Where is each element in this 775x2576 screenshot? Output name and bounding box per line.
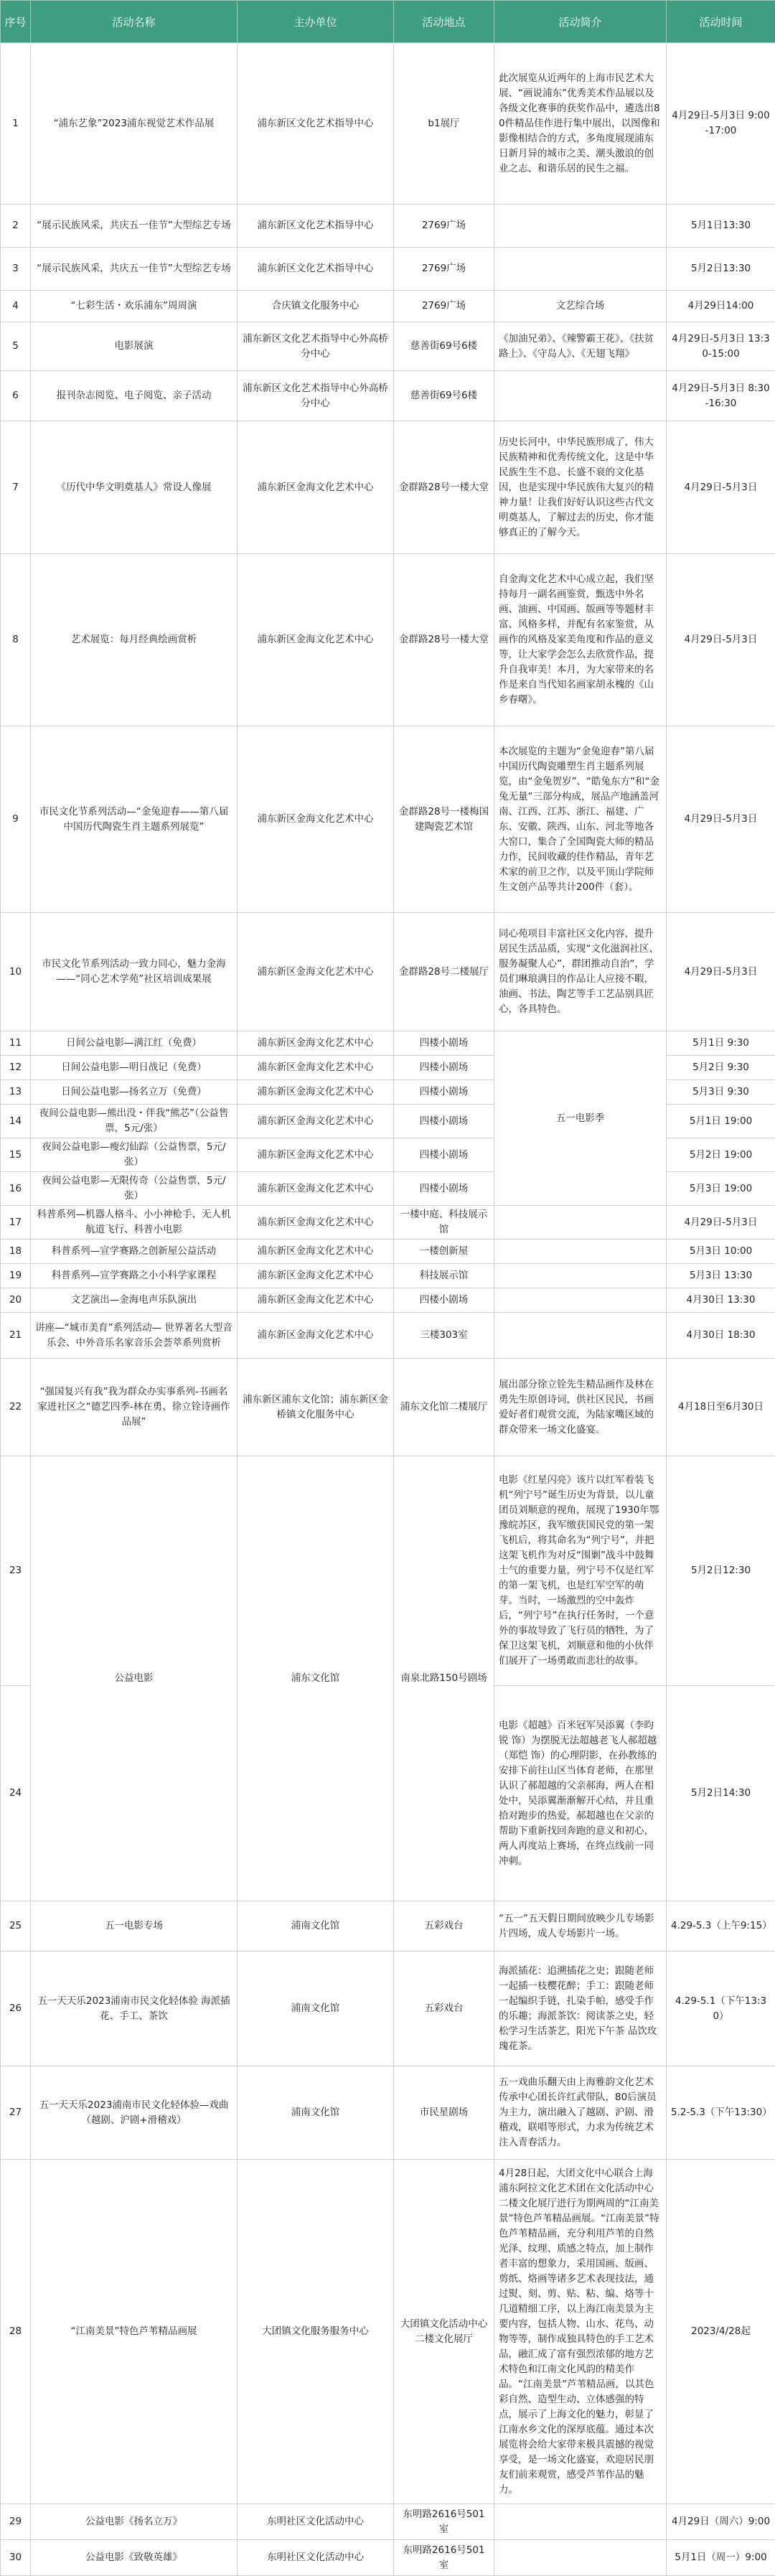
venue: 科技展示馆: [394, 1264, 494, 1288]
activity-intro: 同心苑项目丰富社区文化内容，提升居民生活品质，实现“文化滋润社区、服务凝聚人心”，群团推动自治“，学员们琳琅满目的作品让人应接不暇，油画、书法、陶艺等手工艺品别具匠心，各具特色。: [494, 913, 667, 1031]
activity-intro: [494, 248, 667, 291]
activity-time: 5月3日 9:30: [667, 1080, 775, 1105]
activity-name: 五一电影专场: [31, 1901, 238, 1952]
activity-time: 4月29日14:00: [667, 291, 775, 322]
activity-time: 4月30日 18:30: [667, 1313, 775, 1359]
activity-name: “七彩生活・欢乐浦东”周周演: [31, 291, 238, 322]
table-row: [1, 1359, 775, 1456]
row-no: 8: [1, 554, 31, 726]
row-no: 26: [1, 1952, 31, 2066]
activity-name: 科普系列—机器人格斗、小小神枪手、无人机航道飞行、科普小电影: [31, 1206, 238, 1240]
activity-intro: 4月28日起，大团文化中心联合上海浦东阿拉文化艺术团在文化活动中心二楼文化展厅进行为期两周的“江南美景”特色芦苇精品画展。“江南美景”特色芦苇精品画，充分利用芦苇的自然光泽、纹理、质感之特点，加上制作者丰富的想象力，采用国画、版画、剪纸、烙画等诸多艺术表现技法，通过熨、刻、剪、贴、粘、编、烙等十几道精细工序，以上海江南美景为主要内容，包括人物、山水、花鸟、动物等等，制作成独具特色的手工艺术品，融汇成了富有强烈浓郁的地方艺术特色和江南文化风韵的精美作品。“江南美景”芦苇精品画，以其色彩自然、造型生动、立体感强的特点，展示了上海文化的魅力，彰显了江南水乡文化的深厚底蕴。通过本次展览将会给大家带来极具震撼的视觉享受，是一场文化盛宴，欢迎居民朋友们前来观赏，感受芦苇作品的魅力。: [494, 2160, 667, 2504]
activity-name: 日间公益电影—扬名立万（免费）: [31, 1080, 238, 1105]
activity-time: 4月29日（周六）9:00: [667, 2504, 775, 2540]
activity-intro: 五一电影季: [494, 1031, 667, 1206]
venue: 三楼303室: [394, 1313, 494, 1359]
activity-name: “江南美景”特色芦苇精品画展: [31, 2160, 238, 2504]
activity-intro: 电影《超越》百米冠军吴添翼（李昀锐 饰）为摆脱无法超越老飞人郝超越（郑恺 饰）的心理阴影，在孙教练的安排下前往山区当体育老师，在那里认识了郝超越的父亲郝海，两人在相处中，吴添翼渐渐解开心结，并且重拾对跑步的热爱，郝超越也在父亲的帮助下重新找回奔跑的意义和初心，两人再度站上赛场，在终点线前一同冲刺。: [494, 1686, 667, 1901]
host-unit: 浦东新区金海文化艺术中心: [238, 1172, 394, 1206]
activity-time: 4月29日-5月3日: [667, 554, 775, 726]
activity-intro: 海派插花：追溯插花之史；跟随老师一起插一枝樱花醉；手工：跟随老师一起编织手链，扎染手帕，感受手作的乐趣；海派茶饮：阅读茶之史，轻松学习生活茶艺，阳光下午茶 品饮玫瑰花茶。: [494, 1952, 667, 2066]
activity-time: 4月29日-5月3日: [667, 1206, 775, 1240]
activity-intro: [494, 2540, 667, 2576]
activity-name: 报刊杂志阅览、电子阅览、亲子活动: [31, 371, 238, 421]
row-no: 14: [1, 1105, 31, 1138]
activity-intro: 自金海文化艺术中心成立起，我们坚持每月一副名画鉴赏，甄选中外名画、油画、中国画、版画等等题材丰富、风格多样，并配有名家鉴赏，从画作的风格及家美角度和作品的意义等，让大家学会怎么去欣赏作品，提升自我审美！本月，为大家带来的名作是来自当代知名画家胡永槐的《山乡春曙》。: [494, 554, 667, 726]
host-unit: 浦东新区文化艺术指导中心: [238, 43, 394, 205]
activity-name: 公益电影: [31, 1456, 238, 1901]
table-row: [1, 1901, 775, 1952]
host-unit: 浦南文化馆: [238, 1901, 394, 1952]
table-row: [1, 1240, 775, 1264]
activity-name: “强国复兴有我”我为群众办实事系列-书画名家进社区之“德艺四季-林在勇、徐立铨诗画作品展”: [31, 1359, 238, 1456]
venue: 一楼创新屋: [394, 1240, 494, 1264]
activity-time: 4.29-5.3（上午9:15）: [667, 1901, 775, 1952]
activity-time: 5月1日 9:30: [667, 1031, 775, 1056]
header-intro: 活动简介: [494, 1, 667, 43]
activity-intro: [494, 1240, 667, 1264]
activity-name: 夜间公益电影—无限传奇（公益售票，5元/张）: [31, 1172, 238, 1206]
activity-name: 艺术展览：每月经典绘画赏析: [31, 554, 238, 726]
host-unit: 浦东新区金海文化艺术中心: [238, 1240, 394, 1264]
host-unit: 浦东新区金海文化艺术中心: [238, 1080, 394, 1105]
table-row: [1, 1031, 775, 1056]
venue: 金群路28号一楼梅国建陶瓷艺术馆: [394, 726, 494, 913]
row-no: 17: [1, 1206, 31, 1240]
row-no: 2: [1, 205, 31, 248]
row-no: 10: [1, 913, 31, 1031]
host-unit: 浦东新区金海文化艺术中心: [238, 1056, 394, 1080]
venue: 2769广场: [394, 248, 494, 291]
activity-time: 5.2-5.3（下午13:30）: [667, 2066, 775, 2160]
activity-name: 日间公益电影—满江红（免费）: [31, 1031, 238, 1056]
activity-name: 市民文化节系列活动—“金兔迎春——第八届中国历代陶瓷生肖主题系列展览”: [31, 726, 238, 913]
activity-name: 公益电影《致敬英雄》: [31, 2540, 238, 2576]
activity-time: 5月2日 9:30: [667, 1056, 775, 1080]
table-row: [1, 554, 775, 726]
venue: 四楼小剧场: [394, 1056, 494, 1080]
row-no: 22: [1, 1359, 31, 1456]
row-no: 1: [1, 43, 31, 205]
row-no: 9: [1, 726, 31, 913]
table-row: [1, 1288, 775, 1313]
host-unit: 浦东新区金海文化艺术中心: [238, 1264, 394, 1288]
row-no: 20: [1, 1288, 31, 1313]
venue: 四楼小剧场: [394, 1138, 494, 1172]
host-unit: 浦东新区金海文化艺术中心: [238, 554, 394, 726]
table-row: [1, 43, 775, 205]
host-unit: 合庆镇文化服务中心: [238, 291, 394, 322]
venue: 四楼小剧场: [394, 1031, 494, 1056]
activity-name: 文艺演出—金海电声乐队演出: [31, 1288, 238, 1313]
row-no: 18: [1, 1240, 31, 1264]
venue: 五彩戏台: [394, 1952, 494, 2066]
activity-time: 5月3日 13:30: [667, 1264, 775, 1288]
row-no: 27: [1, 2066, 31, 2160]
activity-time: 5月1日 19:00: [667, 1105, 775, 1138]
activity-intro: [494, 1264, 667, 1288]
activity-name: 公益电影《扬名立万》: [31, 2504, 238, 2540]
host-unit: 大团镇文化服务服务中心: [238, 2160, 394, 2504]
venue: 慈善街69号6楼: [394, 371, 494, 421]
row-no: 4: [1, 291, 31, 322]
activity-time: 4月29日-5月3日 9:00-17:00: [667, 43, 775, 205]
row-no: 11: [1, 1031, 31, 1056]
table-row: [1, 2160, 775, 2504]
activity-name: “浦东艺象”2023浦东视觉艺术作品展: [31, 43, 238, 205]
venue: 浦东文化馆二楼展厅: [394, 1359, 494, 1456]
activity-intro: [494, 371, 667, 421]
activity-time: 2023/4/28起: [667, 2160, 775, 2504]
host-unit: 浦东新区金海文化艺术中心: [238, 913, 394, 1031]
activity-name: 五一天天乐2023浦南市民文化轻体验 海派插花、手工、茶饮: [31, 1952, 238, 2066]
activity-intro: 展出部分徐立铨先生精品画作及林在勇先生原创诗词，供社区民民，书画爱好者们观赏交流，为陆家嘴区域的群众带来一场文化盛宴。: [494, 1359, 667, 1456]
host-unit: 浦东新区文化艺术指导中心外高桥分中心: [238, 371, 394, 421]
activity-time: 5月2日 19:00: [667, 1138, 775, 1172]
activity-intro: [494, 1206, 667, 1240]
activity-name: “展示民族风采，共庆五一佳节”大型综艺专场: [31, 205, 238, 248]
table-row: [1, 205, 775, 248]
activity-name: 五一天天乐2023浦南市民文化轻体验—戏曲（越剧、沪剧+滑稽戏）: [31, 2066, 238, 2160]
activity-time: 4月29日-5月3日: [667, 913, 775, 1031]
row-no: 28: [1, 2160, 31, 2504]
activity-intro: [494, 1313, 667, 1359]
venue: 四楼小剧场: [394, 1105, 494, 1138]
row-no: 23: [1, 1456, 31, 1686]
activity-name: 日间公益电影—明日战记（免费）: [31, 1056, 238, 1080]
table-row: [1, 2540, 775, 2576]
activity-time: 5月2日14:30: [667, 1686, 775, 1901]
venue: 2769广场: [394, 205, 494, 248]
table-row: [1, 2066, 775, 2160]
venue: 慈善街69号6楼: [394, 322, 494, 371]
venue: 2769广场: [394, 291, 494, 322]
activity-time: 5月3日 19:00: [667, 1172, 775, 1206]
activity-time: 5月2日12:30: [667, 1456, 775, 1686]
table-row: [1, 2504, 775, 2540]
activity-intro: 五一戏曲乐翻天由上海雅韵文化艺术传承中心团长许红武带队，80后演员为主力，演出融入了越剧、沪剧、滑稽戏，联唱等形式，力求为传统艺术注入青春活力。: [494, 2066, 667, 2160]
activity-intro: [494, 1288, 667, 1313]
venue: 南泉北路150号剧场: [394, 1456, 494, 1901]
header-name: 活动名称: [31, 1, 238, 43]
header-time: 活动时间: [667, 1, 775, 43]
host-unit: 浦南文化馆: [238, 1952, 394, 2066]
row-no: 21: [1, 1313, 31, 1359]
activity-time: 5月2日13:30: [667, 248, 775, 291]
host-unit: 浦东新区浦东文化馆；浦东新区金桥镇文化服务中心: [238, 1359, 394, 1456]
venue: 四楼小剧场: [394, 1172, 494, 1206]
venue: 四楼小剧场: [394, 1080, 494, 1105]
table-row: [1, 1952, 775, 2066]
venue: 市民星剧场: [394, 2066, 494, 2160]
activity-intro: “五一”五天假日期间放映少儿专场影片四场，成人专场影片一场。: [494, 1901, 667, 1952]
activity-name: “展示民族风采，共庆五一佳节”大型综艺专场: [31, 248, 238, 291]
activity-time: 5月1日13:30: [667, 205, 775, 248]
activity-intro: 《加油兄弟》、《辣警霸王花》、《扶贫路上》、《守岛人》、《无翅飞翔》: [494, 322, 667, 371]
header-row: [1, 1, 775, 43]
activity-time: 4月29日-5月3日 8:30-16:30: [667, 371, 775, 421]
row-no: 19: [1, 1264, 31, 1288]
row-no: 15: [1, 1138, 31, 1172]
host-unit: 东明社区文化活动中心: [238, 2540, 394, 2576]
row-no: 12: [1, 1056, 31, 1080]
row-no: 13: [1, 1080, 31, 1105]
table-row: [1, 1456, 775, 1686]
activity-name: 夜间公益电影—熊出没・伴我“熊芯”（公益售票，5元/张）: [31, 1105, 238, 1138]
row-no: 6: [1, 371, 31, 421]
venue: 金群路28号二楼展厅: [394, 913, 494, 1031]
table-row: [1, 913, 775, 1031]
host-unit: 浦东新区文化艺术指导中心: [238, 205, 394, 248]
host-unit: 东明社区文化活动中心: [238, 2504, 394, 2540]
row-no: 5: [1, 322, 31, 371]
table-row: [1, 1206, 775, 1240]
table-row: [1, 1264, 775, 1288]
venue: 东明路2616号501室: [394, 2504, 494, 2540]
activity-intro: [494, 2504, 667, 2540]
activity-intro: 电影《红星闪亮》该片以红军着装飞机“列宁号”诞生历史为背景，以儿童团员刘顺意的视角，展现了1930年鄂豫皖苏区，我军缴获国民党的第一架飞机后，将其命名为“列宁号”，并把这架飞机作为对反“围剿”战斗中鼓舞士气的重要力量，列宁号不仅是红军的第一架飞机，也是红军空军的萌芽。当时，一场激烈的空中轰炸后，“列宁号”在执行任务时，一个意外的事故导致了飞行员的牺牲，为了保卫这架飞机，刘顺意和他的小伙伴们展开了一场勇敢而悲壮的故事。: [494, 1456, 667, 1686]
host-unit: 浦东新区金海文化艺术中心: [238, 421, 394, 554]
venue: 五彩戏台: [394, 1901, 494, 1952]
row-no: 16: [1, 1172, 31, 1206]
venue: 金群路28号一楼大堂: [394, 554, 494, 726]
host-unit: 浦东新区金海文化艺术中心: [238, 1206, 394, 1240]
venue: 东明路2616号501室: [394, 2540, 494, 2576]
host-unit: 浦东新区金海文化艺术中心: [238, 1031, 394, 1056]
row-no: 3: [1, 248, 31, 291]
venue: 四楼小剧场: [394, 1288, 494, 1313]
activity-name: 科普系列—宣学赛路之创新屋公益活动: [31, 1240, 238, 1264]
venue: 一楼中庭、科技展示馆: [394, 1206, 494, 1240]
activity-name: 电影展演: [31, 322, 238, 371]
table-row: [1, 248, 775, 291]
row-no: 30: [1, 2540, 31, 2576]
activity-intro: 此次展览从近两年的上海市民艺术大展、“画说浦东”优秀美术作品展以及各级文化赛事的获奖作品中，遴选出80件精品佳作进行集中展出，以图像和影像相结合的方式，多角度展现浦东日新月异的城市之美、潮头激浪的创业之志、和谐乐居的民生之福。: [494, 43, 667, 205]
activity-intro: 历史长河中，中华民族形成了，伟大民族精神和优秀传统文化，这是中华民族生生不息、长盛不衰的文化基因，也是实现中华民族伟大复兴的精神力量！让我们好好认识这些古代文明奠基人，了解过去的历史，你才能够真正的了解今天。: [494, 421, 667, 554]
host-unit: 浦东新区文化艺术指导中心外高桥分中心: [238, 322, 394, 371]
host-unit: 浦东新区金海文化艺术中心: [238, 1138, 394, 1172]
host-unit: 浦东新区金海文化艺术中心: [238, 1313, 394, 1359]
activity-time: 4月18日至6月30日: [667, 1359, 775, 1456]
host-unit: 浦东文化馆: [238, 1456, 394, 1901]
host-unit: 浦东新区金海文化艺术中心: [238, 1288, 394, 1313]
venue: 大团镇文化活动中心二楼文化展厅: [394, 2160, 494, 2504]
activity-time: 4月29日-5月3日: [667, 726, 775, 913]
header-venue: 活动地点: [394, 1, 494, 43]
activity-time: 4.29-5.1（下午13:30）: [667, 1952, 775, 2066]
host-unit: 浦东新区文化艺术指导中心: [238, 248, 394, 291]
activity-intro: [494, 205, 667, 248]
activity-name: 夜间公益电影—瘦幻仙踪（公益售票，5元/张）: [31, 1138, 238, 1172]
activity-time: 5月1日（周一）9:00: [667, 2540, 775, 2576]
row-no: 25: [1, 1901, 31, 1952]
activity-intro: 文艺综合场: [494, 291, 667, 322]
activity-time: 4月29日-5月3日 13:30-15:00: [667, 322, 775, 371]
activity-name: 科普系列—宣学赛路之小小科学家课程: [31, 1264, 238, 1288]
host-unit: 浦南文化馆: [238, 2066, 394, 2160]
header-no: 序号: [1, 1, 31, 43]
activity-name: 市民文化节系列活动一致力同心，魅力金海——“同心艺术学苑”社区培训成果展: [31, 913, 238, 1031]
activity-time: 4月29日-5月3日: [667, 421, 775, 554]
activity-intro: 本次展览的主题为“金兔迎春”第八届中国历代陶瓷雕塑生肖主题系列展览，由“金兔贺岁”、“皓兔东方”和“金兔无量”三部分构成，展品产地涵盖河南、江西、江苏、浙江、福建、广东、安徽、陕西、山东、河北等地各大窑口，集合了全国陶瓷大师的精品力作，民间收藏的佳作精品，青年艺术家的前卫之作，以及平顶山学院师生文创产品等共计200件（套）。: [494, 726, 667, 913]
activity-name: 《历代中华文明奠基人》常设人像展: [31, 421, 238, 554]
table-row: [1, 1313, 775, 1359]
row-no: 29: [1, 2504, 31, 2540]
activity-time: 4月30日 13:30: [667, 1288, 775, 1313]
table-row: [1, 322, 775, 371]
header-host: 主办单位: [238, 1, 394, 43]
row-no: 24: [1, 1686, 31, 1901]
row-no: 7: [1, 421, 31, 554]
activity-name: 讲座—“城市美育”系列活动— 世界著名大型音乐会、中外音乐名家音乐会荟萃系列赏析: [31, 1313, 238, 1359]
venue: 金群路28号一楼大堂: [394, 421, 494, 554]
table-row: [1, 726, 775, 913]
venue: b1展厅: [394, 43, 494, 205]
table-row: [1, 291, 775, 322]
activity-time: 5月3日 10:00: [667, 1240, 775, 1264]
table-row: [1, 421, 775, 554]
host-unit: 浦东新区金海文化艺术中心: [238, 726, 394, 913]
table-row: [1, 371, 775, 421]
host-unit: 浦东新区金海文化艺术中心: [238, 1105, 394, 1138]
